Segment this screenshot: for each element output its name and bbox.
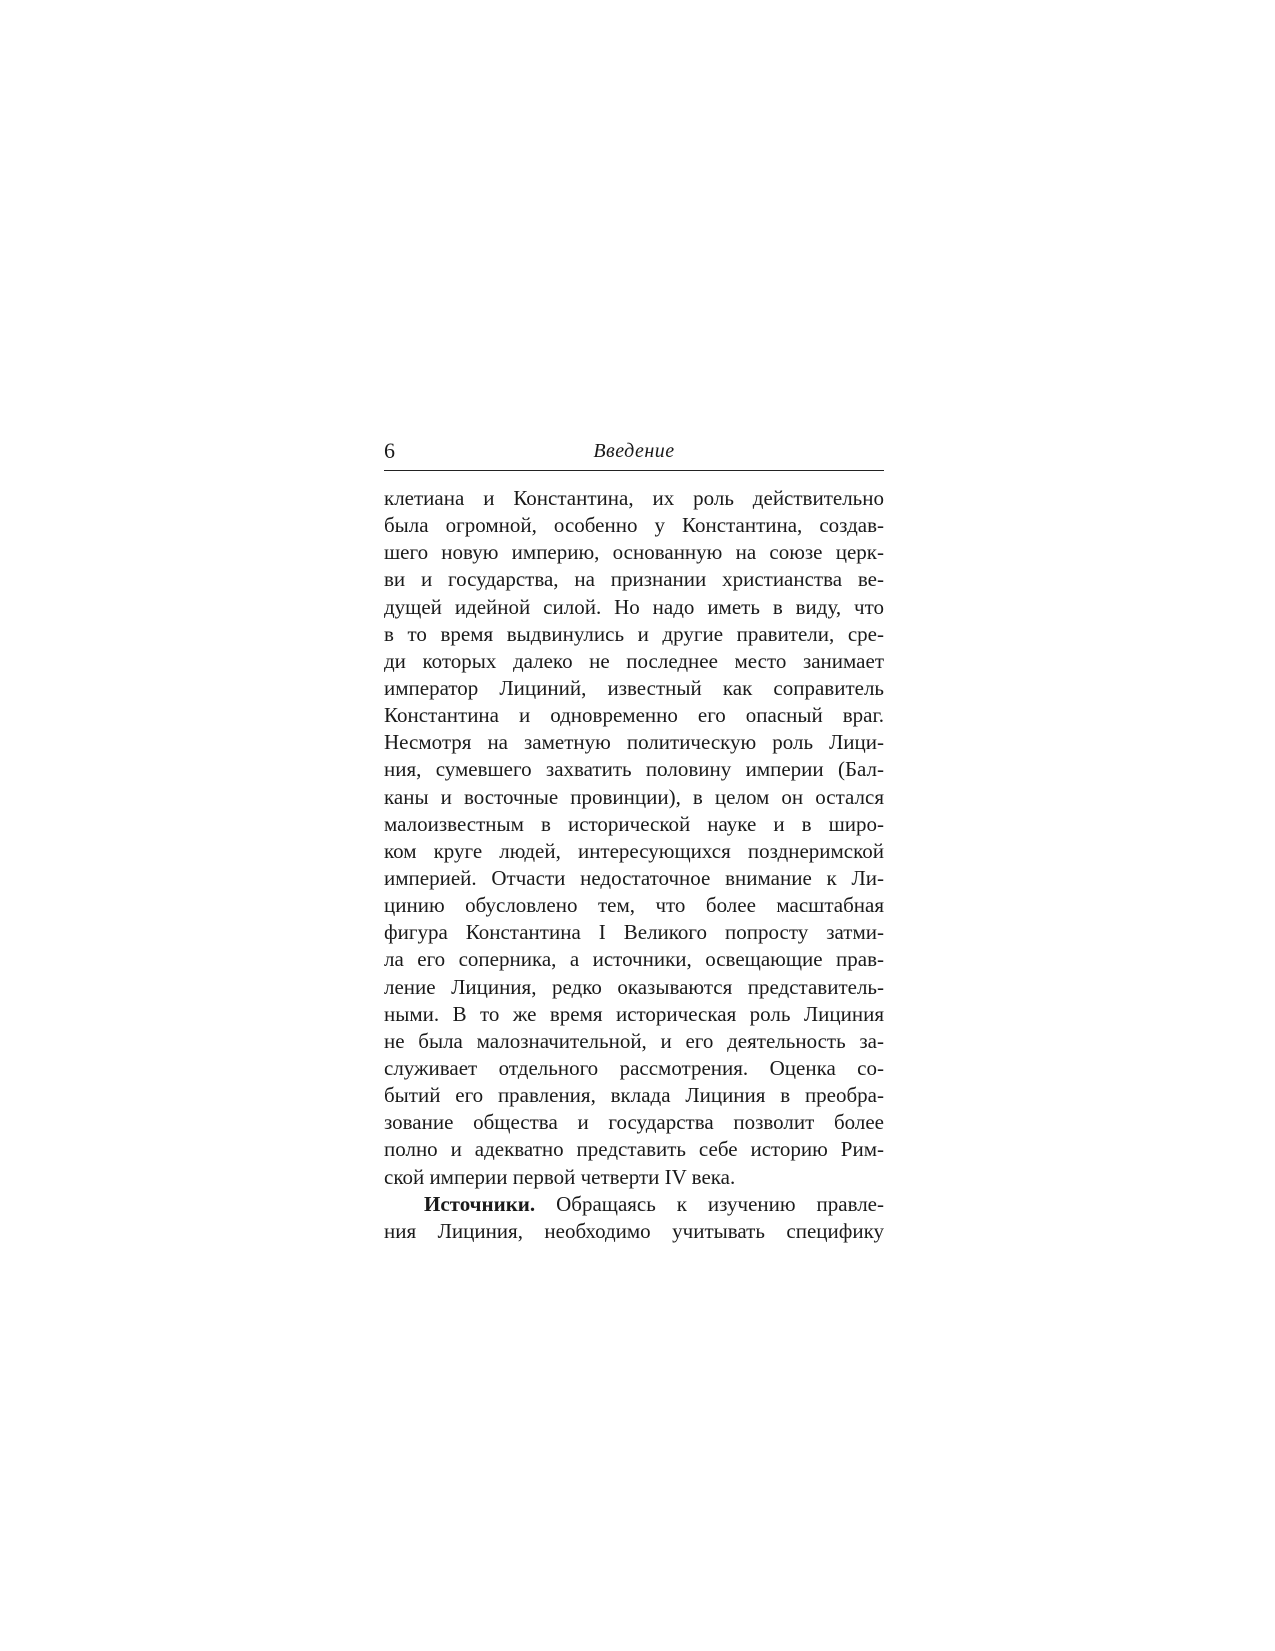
text-line: ви и государства, на признании христианства ве- bbox=[384, 567, 884, 592]
text-line: ла его соперника, а источники, освещающие прав- bbox=[384, 947, 884, 972]
text-line: не была малозначительной, и его деятельность за- bbox=[384, 1028, 884, 1053]
section-first-line-text: Обращаясь к изучению правле- bbox=[556, 1191, 884, 1216]
text-line: дущей идейной силой. Но надо иметь в виду, что bbox=[384, 594, 884, 619]
text-line: цинию обусловлено тем, что более масштабная bbox=[384, 893, 884, 918]
text-line: Несмотря на заметную политическую роль Лици- bbox=[384, 730, 884, 755]
text-line: бытий его правления, вклада Лициния в преобра- bbox=[384, 1083, 884, 1108]
text-line: ния, сумевшего захватить половину империи (Бал- bbox=[384, 757, 884, 782]
page-number: 6 bbox=[384, 438, 395, 463]
text-line: полно и адекватно представить себе историю Рим- bbox=[384, 1137, 884, 1162]
text-line: Константина и одновременно его опасный враг. bbox=[384, 703, 884, 728]
text-line: ными. В то же время историческая роль Лициния bbox=[384, 1001, 884, 1026]
text-line: ской империи первой четверти IV века. bbox=[384, 1164, 736, 1189]
text-line: шего новую империю, основанную на союзе церк- bbox=[384, 540, 884, 565]
text-line: император Лициний, известный как соправитель bbox=[384, 675, 884, 700]
section-heading-inline: Источники. bbox=[424, 1191, 536, 1216]
section-first-line bbox=[384, 1191, 884, 1218]
body-text bbox=[384, 485, 884, 1245]
running-title: Введение bbox=[593, 440, 675, 462]
text-line: была огромной, особенно у Константина, создав- bbox=[384, 513, 884, 538]
text-line: в то время выдвинулись и другие правители, сре- bbox=[384, 621, 884, 646]
text-line: ди которых далеко не последнее место занимает bbox=[384, 648, 884, 673]
text-line: каны и восточные провинции), в целом он остался bbox=[384, 784, 884, 809]
running-header bbox=[384, 436, 884, 471]
text-line: фигура Константина I Великого попросту затми- bbox=[384, 920, 884, 945]
text-line: малоизвестным в исторической науке и в широ- bbox=[384, 811, 884, 836]
text-line: империей. Отчасти недостаточное внимание к Ли- bbox=[384, 865, 884, 890]
text-line: зование общества и государства позволит более bbox=[384, 1110, 884, 1135]
text-line: служивает отдельного рассмотрения. Оценка со- bbox=[384, 1055, 884, 1080]
text-line: ление Лициния, редко оказываются представитель- bbox=[384, 974, 884, 999]
text-line: ком круге людей, интересующихся позднеримской bbox=[384, 838, 884, 863]
section-second-line: ния Лициния, необходимо учитывать специфику bbox=[384, 1218, 884, 1243]
text-line: клетиана и Константина, их роль действительно bbox=[384, 486, 884, 510]
